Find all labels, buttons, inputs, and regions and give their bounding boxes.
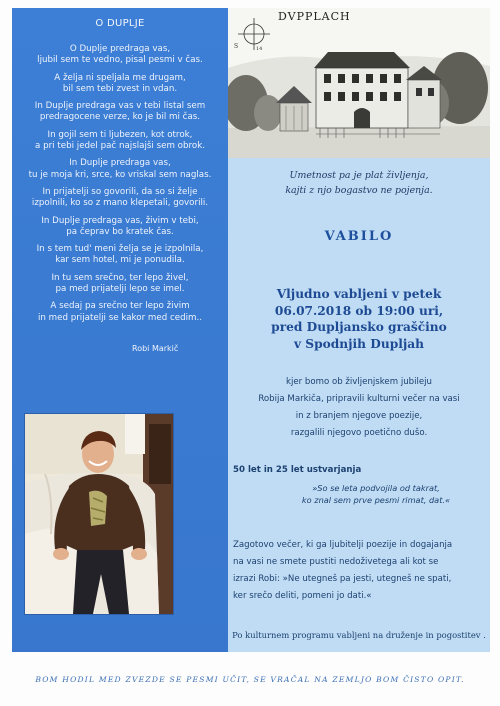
poem-line: predragocene verze, ko je bil mi čas. [39, 112, 201, 123]
poem-line: bil sem tebi zvest in vdan. [62, 83, 178, 94]
motto-line: Umetnost pa je plat življenja, [289, 170, 429, 181]
invitation-heading: VABILO [324, 229, 394, 244]
quote-line: ko znal sem prve pesmi rimat, dat.« [301, 495, 451, 505]
poem-stanza [16, 216, 224, 238]
program-line: in z branjem njegove poezije, [295, 411, 423, 421]
invite-line: v Spodnjih Dupljah [293, 336, 425, 351]
svg-text:S: S [234, 43, 239, 50]
poem-line: A želja ni speljala me drugam, [54, 72, 186, 83]
poem-line: In prijatelji so govorili, da so si želje [42, 186, 198, 197]
poem-author: Robi Markič [132, 344, 179, 353]
closing-paragraph [233, 537, 487, 605]
invite-line: 06.07.2018 ob 19:00 uri, [274, 303, 444, 318]
poem-stanza [16, 130, 224, 152]
poem-stanza [16, 244, 224, 266]
poem-line: O Duplje predraga vas, [69, 44, 171, 54]
poem-line: A sedaj pa srečno ter lepo živim [50, 301, 190, 312]
program-description [228, 374, 490, 442]
invitation-details [228, 286, 490, 352]
invite-line: Vljudno vabljeni v petek [276, 287, 442, 301]
poem-stanza [16, 73, 224, 95]
poem-line: pa med prijatelji lepo se imel. [55, 283, 185, 294]
poem-line: tu je moja kri, srce, ko vriskal sem naglas. [28, 169, 212, 180]
poem-line: kar sem hotel, mi je ponudila. [55, 255, 185, 266]
poem-stanza [16, 101, 224, 123]
poem-line: In tu sem srečno, ter lepo živel, [51, 272, 189, 283]
motto-line: kajti z njo bogastvo ne pojenja. [285, 185, 433, 196]
poem-stanza [16, 187, 224, 209]
quote-line: »So se leta podvojila od takrat, [312, 483, 440, 493]
author-photo-illustration [25, 414, 173, 614]
program-line: razgalili njegovo poetično dušo. [290, 428, 428, 438]
poem-body [16, 44, 224, 330]
closing-line: ker srečo deliti, pomeni jo dati.« [233, 591, 372, 601]
program-line: kjer bomo ob življenjskem jubileju [285, 377, 433, 387]
poem-stanza [16, 273, 224, 295]
poem-line: pa čeprav bo kratek čas. [66, 226, 174, 237]
poem-line: in med prijatelji se kakor med cedim.. [37, 312, 203, 323]
poem-line: In Duplje predraga vas v tebi listal sem [34, 101, 206, 112]
jubilee-label: 50 let in 25 let ustvarjanja [233, 465, 362, 475]
engraving-title: DVPPLACH [278, 10, 351, 23]
castle-engraving [228, 8, 490, 158]
poem-line: a pri tebi jedel pač najslajši sem obrok. [35, 140, 205, 151]
closing-line: na vasi ne smete pustiti nedoživetega ali kot se [233, 557, 439, 567]
castle-engraving-illustration [228, 8, 490, 158]
motto [228, 168, 490, 198]
poem-line: In Duplje predraga vas, [69, 158, 171, 169]
poem-line: In Duplje predraga vas, živim v tebi, [41, 215, 199, 226]
poem-line: In s tem tud' meni želja se je izpolnila, [36, 244, 204, 255]
poem-stanza [16, 301, 224, 323]
reception-note: Po kulturnem programu vabljeni na druženje in pogostitev . [232, 630, 486, 640]
author-photo [24, 413, 174, 615]
poem-stanza [16, 158, 224, 180]
closing-line: izrazi Robi: »Ne utegneš pa jesti, utegneš ne spati, [233, 574, 452, 584]
program-line: Robija Markiča, pripravili kulturni večer na vasi [258, 394, 460, 404]
closing-line: Zagotovo večer, ki ga ljubitelji poezije in dogajanja [233, 540, 453, 550]
poem-line: izpolnili, ko so z mano klepetali, govorili. [31, 198, 209, 209]
poem-line: ljubil sem te vedno, pisal pesmi v čas. [37, 55, 203, 66]
footer-verse: BOM HODIL MED ZVEZDE SE PESMI UČIT, SE VRAČAL NA ZEMLJO BOM ČISTO OPIT. [35, 675, 465, 684]
poem-quote [265, 482, 487, 506]
invite-line: pred Dupljansko graščino [271, 320, 447, 334]
poem-line: In gojil sem ti ljubezen, kot otrok, [47, 129, 193, 140]
poem-stanza [16, 44, 224, 66]
svg-text:14: 14 [256, 46, 263, 52]
poem-title: O DUPLJE [95, 18, 145, 29]
